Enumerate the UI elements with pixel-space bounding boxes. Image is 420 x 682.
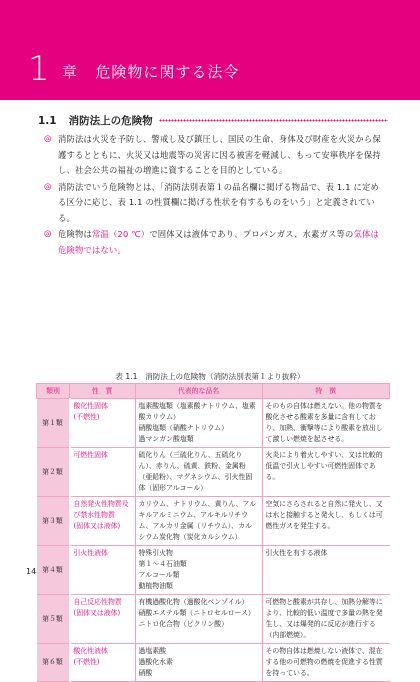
table-row — [37, 448, 390, 497]
features-cell: そのもの自体は燃えない。他の物質を酸化させる酸素を多量に含有しており、加熱、衝撃等により酸素を放出して激しい燃焼を起させる。 — [262, 399, 390, 448]
property-cell: 引火性液体 — [70, 546, 136, 595]
bullet-mark-icon: ◎ — [44, 181, 52, 192]
bullet-highlight: 常温（20 ℃） — [92, 229, 150, 239]
table-caption: 表 1.1 消防法上の危険物（消防法別表第１より抜粋） — [115, 372, 305, 381]
features-cell: 火炎により着火しやすい、又は比較的低温で引火しやすい可燃性固体である。 — [262, 448, 390, 497]
section-heading — [38, 113, 388, 128]
header-class: 類別 — [37, 384, 70, 399]
class-cell: 第１類 — [37, 399, 70, 448]
bullet-text: 消防法でいう危険物とは、「消防法別表第１の品名欄に掲げる物品で、表 1.1 に定める区分に応じ、表 1.1 の性質欄に掲げる性状を有するものをいう」と定義されている。 — [58, 181, 380, 223]
dotted-rule — [159, 118, 388, 123]
property-cell: 自己反応性物質 (固体又は液体) — [70, 595, 136, 644]
names-cell: 塩素酸塩類（塩素酸ナトリウム、塩素酸カリウム） 硝酸塩類（硝酸ナトリウム） 過マンガン酸塩類 — [135, 399, 262, 448]
table-row — [37, 644, 390, 682]
names-cell: 特殊引火物 第１〜４石油類 アルコール類 動植物油類 — [135, 546, 262, 595]
section-title: 消防法上の危険物 — [68, 115, 153, 127]
names-cell: 過塩素酸 過酸化水素 硝酸 — [135, 644, 262, 682]
property-cell: 酸化性固体 (不燃性) — [70, 399, 136, 448]
chapter-title — [62, 61, 239, 82]
header-names: 代表的な品名 — [135, 384, 262, 399]
bullet-text-a: 危険物は — [58, 229, 92, 239]
class-cell: 第２類 — [37, 448, 70, 497]
table-row — [37, 497, 390, 546]
header-features: 特 徴 — [262, 384, 390, 399]
chapter-header-band — [0, 0, 420, 100]
class-cell: 第５類 — [37, 595, 70, 644]
features-cell: 可燃物と酸素が共存し、加熱分解等により、比較的低い温度で多量の熱を発生し、又は爆発的に反応が進行する（内部燃焼）。 — [262, 595, 390, 644]
chapter-number: 1 — [28, 49, 50, 89]
features-cell: 引火性を有する液体 — [262, 546, 390, 595]
hazard-class-table — [36, 383, 390, 682]
table-row — [37, 595, 390, 644]
bullet-item — [44, 132, 386, 179]
names-cell: 硫化りん（三硫化りん、五硫化りん）、赤りん、硫黄、鉄粉、金属粉（亜鉛粉）、マグネシウム、引火性固体（固形アルコール） — [135, 448, 262, 497]
bullet-text-b: で固体又は液体であり、プロパンガス、水素ガス等の — [149, 229, 354, 239]
features-cell: 空気にさらされると自然に発火し、又は水と接触すると発火し、もしくは可燃性ガスを発生する。 — [262, 497, 390, 546]
chapter-label: 章 — [62, 63, 79, 81]
table-row — [37, 546, 390, 595]
chapter-title-text: 危険物に関する法令 — [95, 63, 240, 81]
bullet-mark-icon: ◎ — [44, 229, 52, 239]
property-cell: 可燃性固体 — [70, 448, 136, 497]
features-cell: その物自体は燃焼しない液体で、混在する他の可燃物の燃焼を促進する性質を持っている。 — [262, 644, 390, 682]
table-row — [37, 399, 390, 448]
names-cell: 有機過酸化物（過酸化ベンゾイル） 硝酸エステル類（ニトロセルロース） ニトロ化合物（ピクリン酸） — [135, 595, 262, 644]
property-cell: 酸化性液体 (不燃性) — [70, 644, 136, 682]
bullet-item — [44, 227, 386, 258]
property-cell: 自然発火性物質及び禁水性物質 (固体又は液体) — [70, 497, 136, 546]
section-number: 1.1 — [38, 114, 57, 127]
bullet-highlight: 気体は危険物ではない。 — [58, 229, 379, 255]
bullet-mark-icon: ◎ — [44, 134, 52, 144]
table-header-row — [37, 384, 390, 399]
page-number: 14 — [26, 567, 37, 576]
names-cell: カリウム、ナトリウム、黄りん、アルキルアルミニウム、アルキルリチウム、アルカリ金属（リチウム）、カルシウム炭化物（炭化カルシウム） — [135, 497, 262, 546]
bullet-list — [44, 132, 386, 259]
class-cell: 第３類 — [37, 497, 70, 546]
class-cell: 第６類 — [37, 644, 70, 682]
bullet-item — [44, 180, 386, 227]
header-property: 性 質 — [70, 384, 136, 399]
class-cell: 第４類 — [37, 546, 70, 595]
bullet-text: 消防法は火災を予防し、警戒し及び鎮圧し、国民の生命、身体及び財産を火災から保護するとともに、火災又は地震等の災害に因る被害を軽減し、もって安寧秩序を保持し、社会公共の福祉の増進に資することを目的としている。 — [58, 134, 381, 175]
